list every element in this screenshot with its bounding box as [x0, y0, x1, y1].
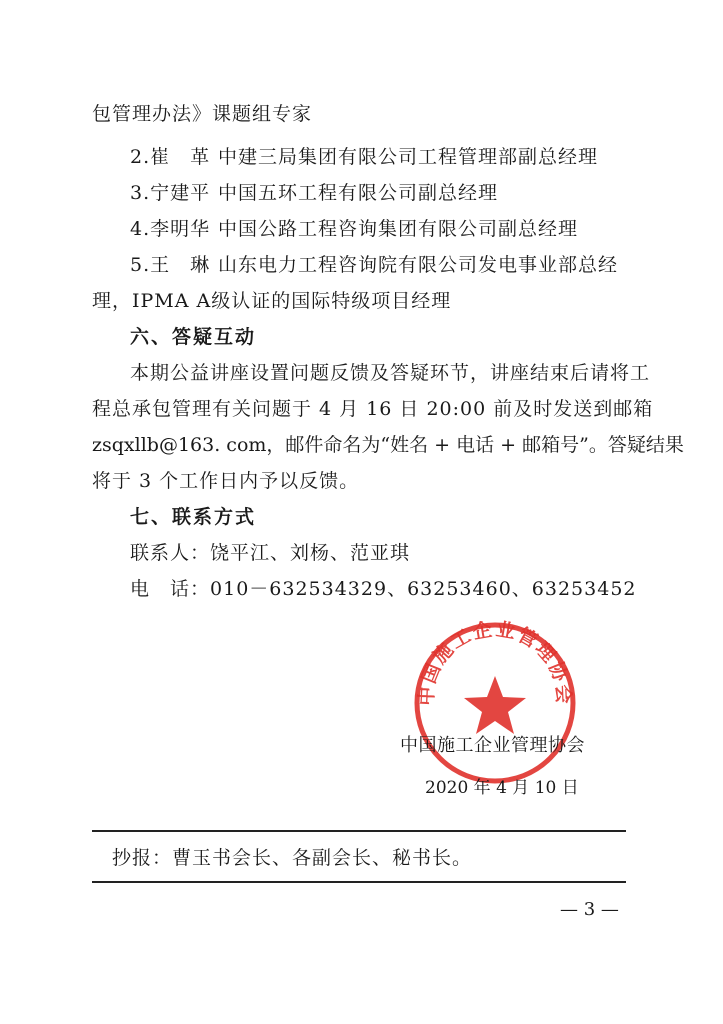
svg-text:中国施工企业管理协会: 中国施工企业管理协会 — [415, 618, 575, 707]
divider-top — [92, 830, 626, 832]
continued-text: 包管理办法》课题组专家 — [92, 103, 313, 125]
contact-label: 联系人： — [130, 542, 211, 564]
paragraph-line: zsqxllb@163. com，邮件命名为“姓名 + 电话 + 邮箱号”。答疑结果 — [92, 434, 684, 456]
divider-bottom — [92, 881, 626, 883]
signing-date: 2020 年 4 月 10 日 — [425, 778, 579, 798]
section7-heading: 七、联系方式 — [130, 506, 257, 528]
contact-names: 饶平江、刘杨、范亚琪 — [210, 542, 411, 564]
page-number: — 3 — — [560, 899, 619, 920]
expert-org: 中国公路工程咨询集团有限公司副总经理 — [218, 218, 579, 240]
expert-entry — [130, 181, 498, 205]
expert-entry — [130, 145, 598, 169]
expert-entry — [130, 217, 578, 241]
expert-org: 中建三局集团有限公司工程管理部副总经理 — [218, 146, 599, 168]
expert-org-continued: 理，IPMA A级认证的国际特级项目经理 — [92, 290, 452, 312]
contact-person-line — [130, 541, 410, 565]
official-seal-icon — [410, 618, 580, 788]
expert-entry — [130, 253, 618, 277]
paragraph-line: 本期公益讲座设置问题反馈及答疑环节，讲座结束后请将工 — [130, 362, 651, 384]
paragraph-line: 程总承包管理有关问题于 4 月 16 日 20:00 前及时发送到邮箱 — [92, 398, 654, 420]
phone-numbers: 010－632534329、63253460、63253452 — [210, 578, 637, 600]
signing-organization: 中国施工企业管理协会 — [400, 735, 585, 756]
paragraph-line: 将于 3 个工作日内予以反馈。 — [92, 470, 360, 492]
phone-label: 电 话： — [130, 578, 211, 600]
section6-heading: 六、答疑互动 — [130, 326, 257, 348]
cc-line: 抄报：曹玉书会长、各副会长、秘书长。 — [112, 847, 473, 869]
expert-name: 5.王 琳 — [130, 254, 211, 276]
expert-name: 2.崔 革 — [130, 146, 211, 168]
expert-name: 4.李明华 — [130, 218, 211, 240]
expert-org: 山东电力工程咨询院有限公司发电事业部总经 — [218, 254, 619, 276]
phone-line — [130, 577, 637, 601]
expert-org: 中国五环工程有限公司副总经理 — [218, 182, 499, 204]
expert-name: 3.宁建平 — [130, 182, 211, 204]
